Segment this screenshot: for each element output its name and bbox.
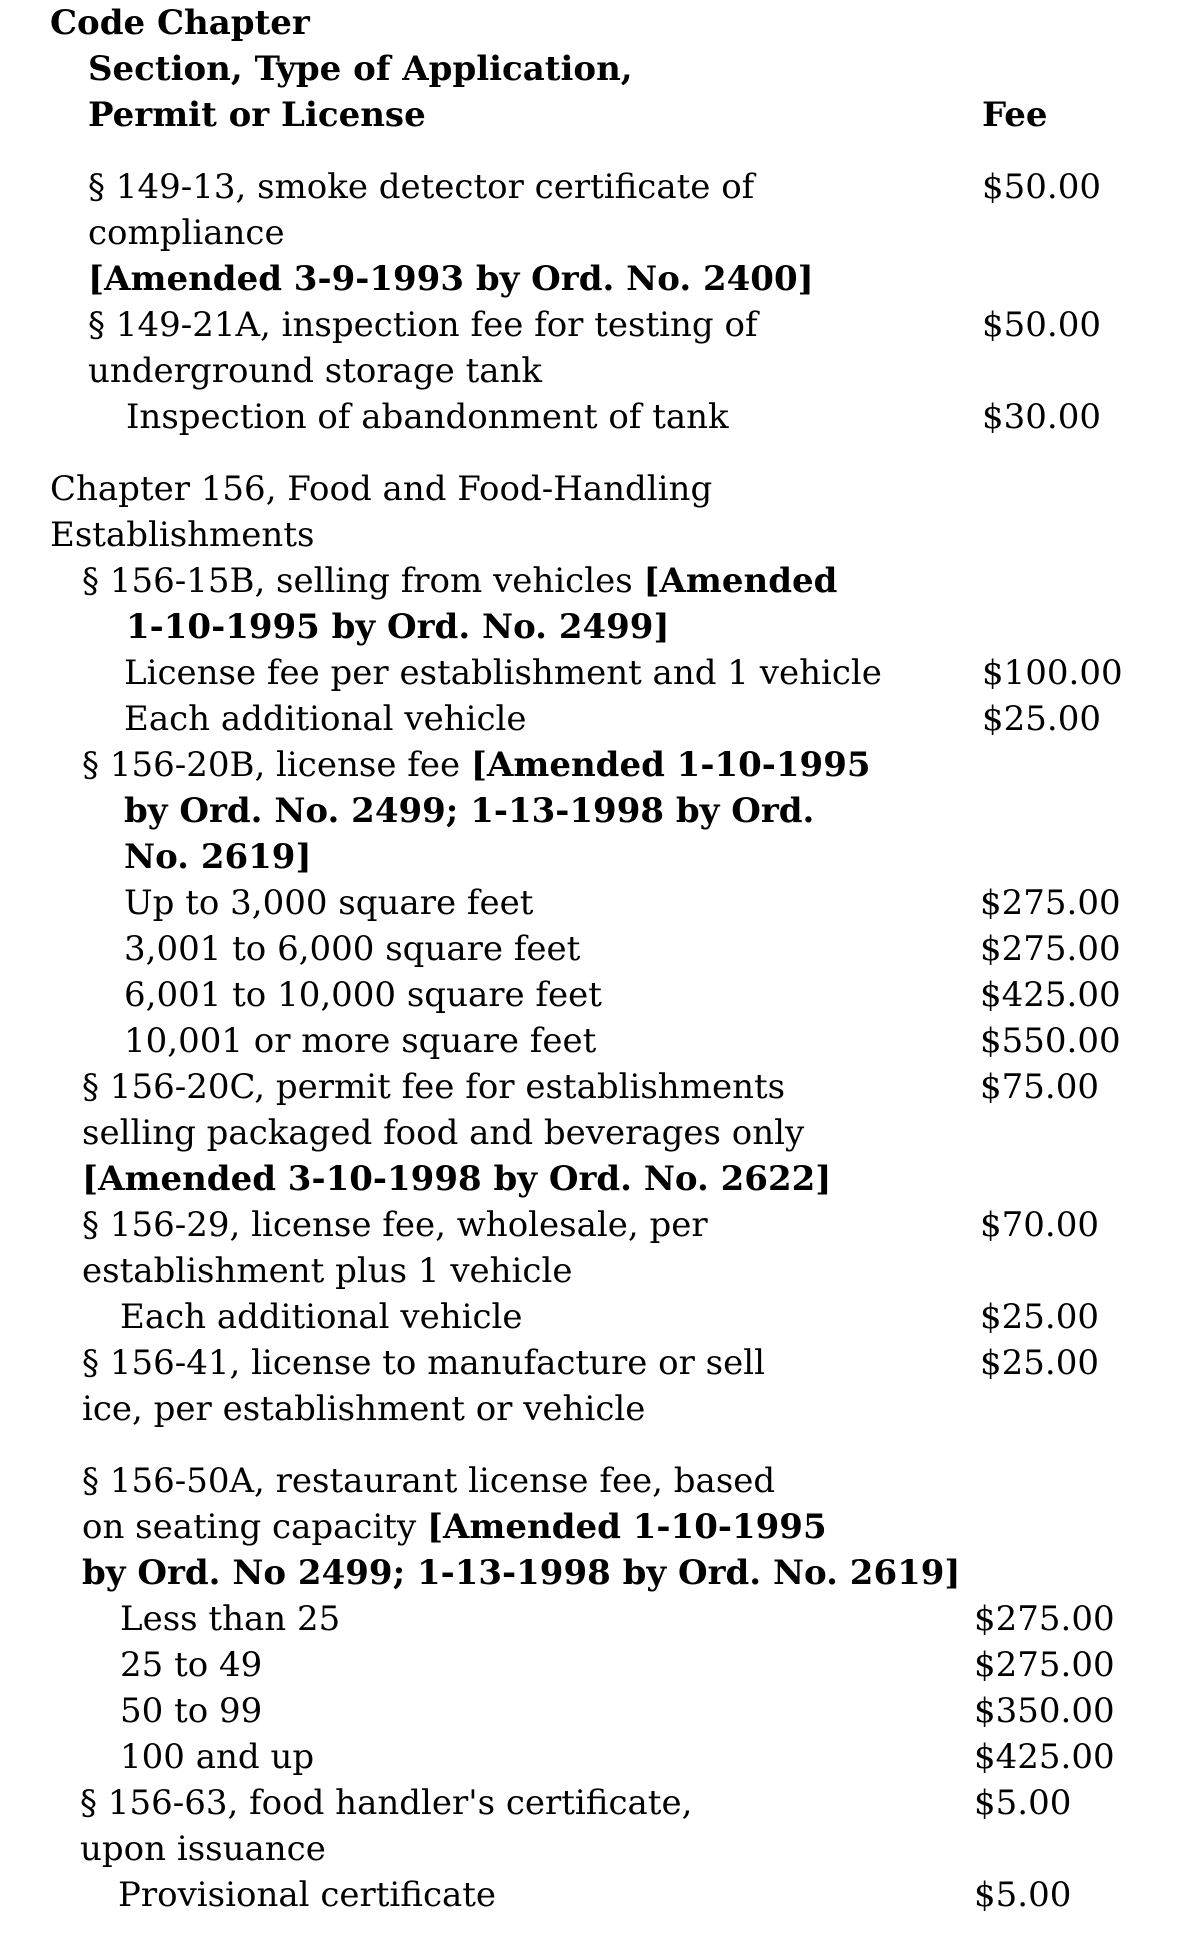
entry-156-20b-line1 bbox=[82, 742, 871, 788]
entry-156-15b-amend-start: [Amended bbox=[643, 561, 838, 601]
fee-156-63: $5.00 bbox=[974, 1783, 1072, 1823]
entry-additional-vehicle-2: Each additional vehicle bbox=[120, 1297, 523, 1337]
entry-149-21a-line1: § 149-21A, inspection fee for testing of bbox=[88, 305, 758, 345]
entry-seating-1: Less than 25 bbox=[120, 1599, 341, 1639]
entry-seating-2: 25 to 49 bbox=[120, 1645, 263, 1685]
entry-156-20b-line2: by Ord. No. 2499; 1-13-1998 by Ord. bbox=[124, 791, 815, 831]
entry-156-50a-line3: by Ord. No 2499; 1-13-1998 by Ord. No. 2619] bbox=[82, 1553, 961, 1593]
fee-156-20c: $75.00 bbox=[980, 1067, 1099, 1107]
fee-149-21a: $50.00 bbox=[982, 305, 1101, 345]
fee-sqft-2: $275.00 bbox=[980, 929, 1121, 969]
fee-license-establishment: $100.00 bbox=[982, 653, 1123, 693]
entry-provisional-certificate: Provisional certificate bbox=[118, 1875, 497, 1915]
entry-sqft-3: 6,001 to 10,000 square feet bbox=[124, 975, 602, 1015]
header-fee: Fee bbox=[982, 95, 1048, 135]
fee-sqft-4: $550.00 bbox=[980, 1021, 1121, 1061]
fee-additional-vehicle: $25.00 bbox=[982, 699, 1101, 739]
entry-sqft-1: Up to 3,000 square feet bbox=[124, 883, 534, 923]
entry-156-20c-amendment: [Amended 3-10-1998 by Ord. No. 2622] bbox=[82, 1159, 832, 1199]
fee-seating-4: $425.00 bbox=[974, 1737, 1115, 1777]
entry-156-63-line1: § 156-63, food handler's certificate, bbox=[80, 1783, 693, 1823]
fee-149-13: $50.00 bbox=[982, 167, 1101, 207]
entry-sqft-4: 10,001 or more square feet bbox=[124, 1021, 597, 1061]
entry-license-establishment: License fee per establishment and 1 vehicle bbox=[124, 653, 882, 693]
fee-sqft-3: $425.00 bbox=[980, 975, 1121, 1015]
fee-provisional-certificate: $5.00 bbox=[974, 1875, 1072, 1915]
entry-seating-3: 50 to 99 bbox=[120, 1691, 263, 1731]
chapter-156-line2: Establishments bbox=[50, 515, 315, 555]
entry-156-63-line2: upon issuance bbox=[80, 1829, 326, 1869]
header-permit-license: Permit or License bbox=[88, 95, 426, 135]
entry-156-50a-text: on seating capacity bbox=[82, 1507, 427, 1547]
fee-additional-vehicle-2: $25.00 bbox=[980, 1297, 1099, 1337]
entry-156-41-line1: § 156-41, license to manufacture or sell bbox=[82, 1343, 765, 1383]
entry-149-13-line2: compliance bbox=[88, 213, 285, 253]
entry-156-15b-line2: 1-10-1995 by Ord. No. 2499] bbox=[126, 607, 670, 647]
fee-sqft-1: $275.00 bbox=[980, 883, 1121, 923]
entry-156-20c-line2: selling packaged food and beverages only bbox=[82, 1113, 805, 1153]
entry-156-29-line2: establishment plus 1 vehicle bbox=[82, 1251, 573, 1291]
entry-156-50a-line1: § 156-50A, restaurant license fee, based bbox=[82, 1461, 776, 1501]
fee-abandonment: $30.00 bbox=[982, 397, 1101, 437]
entry-additional-vehicle: Each additional vehicle bbox=[124, 699, 527, 739]
entry-156-20b-text: § 156-20B, license fee bbox=[82, 745, 471, 785]
header-section-type: Section, Type of Application, bbox=[88, 49, 633, 89]
entry-156-20c-line1: § 156-20C, permit fee for establishments bbox=[82, 1067, 786, 1107]
fee-seating-3: $350.00 bbox=[974, 1691, 1115, 1731]
entry-156-29-line1: § 156-29, license fee, wholesale, per bbox=[82, 1205, 708, 1245]
fee-156-41: $25.00 bbox=[980, 1343, 1099, 1383]
entry-156-15b-line1 bbox=[82, 558, 837, 604]
entry-sqft-2: 3,001 to 6,000 square feet bbox=[124, 929, 581, 969]
fee-156-29: $70.00 bbox=[980, 1205, 1099, 1245]
fee-seating-2: $275.00 bbox=[974, 1645, 1115, 1685]
entry-156-50a-line2 bbox=[82, 1504, 827, 1550]
entry-156-50a-amend-start: [Amended 1-10-1995 bbox=[426, 1507, 827, 1547]
entry-156-41-line2: ice, per establishment or vehicle bbox=[82, 1389, 646, 1429]
entry-156-20b-amend-start: [Amended 1-10-1995 bbox=[470, 745, 871, 785]
entry-149-13-line1: § 149-13, smoke detector certificate of bbox=[88, 167, 755, 207]
entry-149-21a-line2: underground storage tank bbox=[88, 351, 543, 391]
entry-149-13-amendment: [Amended 3-9-1993 by Ord. No. 2400] bbox=[88, 259, 814, 299]
entry-seating-4: 100 and up bbox=[120, 1737, 315, 1777]
chapter-156-line1: Chapter 156, Food and Food-Handling bbox=[50, 469, 713, 509]
header-code-chapter: Code Chapter bbox=[50, 3, 310, 43]
entry-156-15b-text: § 156-15B, selling from vehicles bbox=[82, 561, 644, 601]
entry-156-20b-line3: No. 2619] bbox=[124, 837, 312, 877]
entry-abandonment: Inspection of abandonment of tank bbox=[126, 397, 729, 437]
fee-seating-1: $275.00 bbox=[974, 1599, 1115, 1639]
